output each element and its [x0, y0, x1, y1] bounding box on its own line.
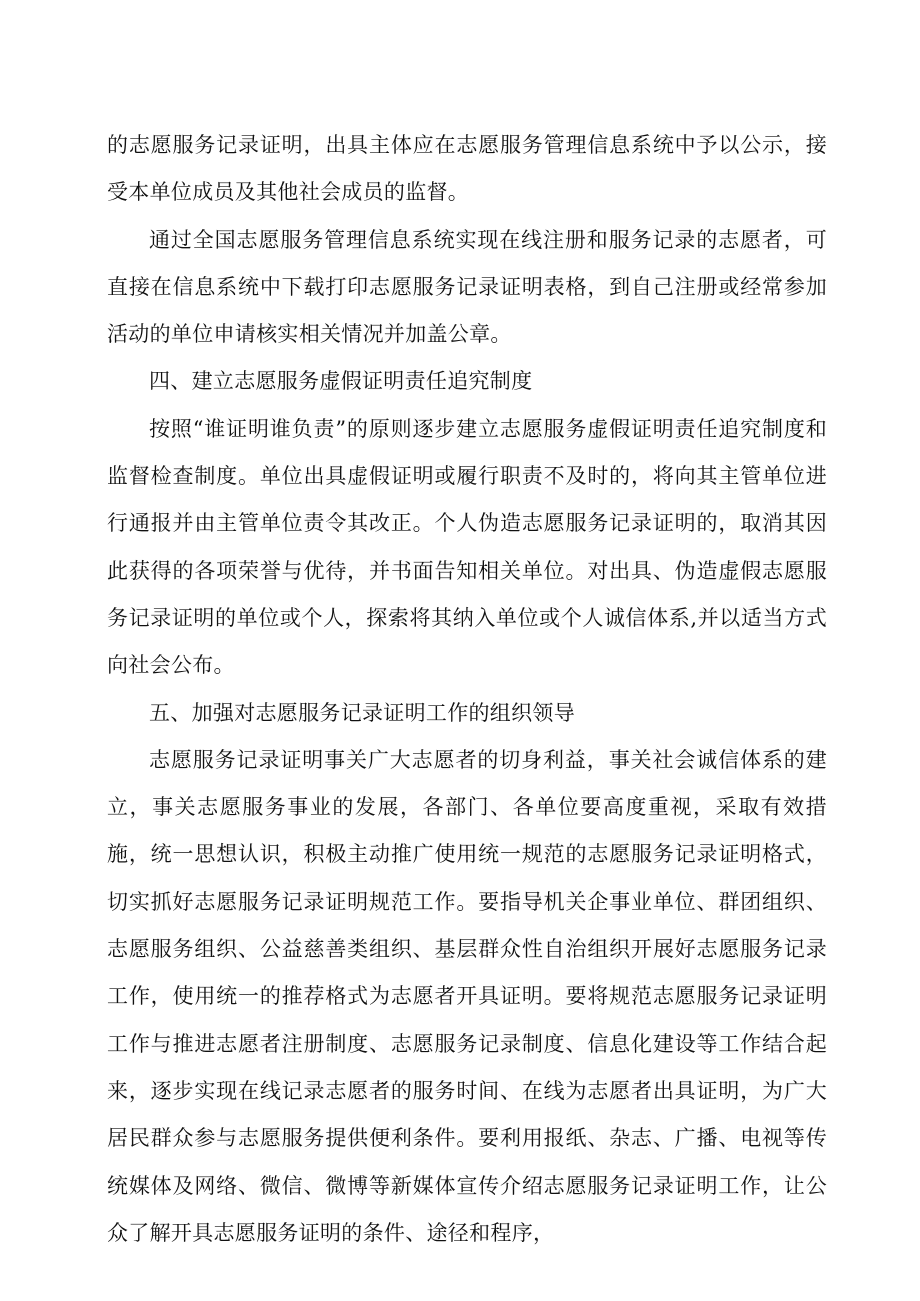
- paragraph-online-registration: 通过全国志愿服务管理信息系统实现在线注册和服务记录的志愿者，可直接在信息系统中下载打印志愿服务记录证明表格，到自己注册或经常参加活动的单位申请核实相关情况并加盖公章。: [107, 227, 827, 347]
- section-heading-four: 四、建立志愿服务虚假证明责任追究制度: [149, 369, 533, 394]
- paragraph-continuation: 的志愿服务记录证明，出具主体应在志愿服务管理信息系统中予以公示，接受本单位成员及其他社会成员的监督。: [107, 133, 827, 205]
- section-heading-five: 五、加强对志愿服务记录证明工作的组织领导: [149, 700, 575, 725]
- document-body: [107, 122, 827, 1257]
- paragraph-organization-leadership: 志愿服务记录证明事关广大志愿者的切身利益，事关社会诚信体系的建立，事关志愿服务事业的发展，各部门、各单位要高度重视，采取有效措施，统一思想认识，积极主动推广使用统一规范的志愿服务记录证明格式，切实抓好志愿服务记录证明规范工作。要指导机关企事业单位、群团组织、志愿服务组织、公益慈善类组织、基层群众性自治组织开展好志愿服务记录工作，使用统一的推荐格式为志愿者开具证明。要将规范志愿服务记录证明工作与推进志愿者注册制度、志愿服务记录制度、信息化建设等工作结合起来，逐步实现在线记录志愿者的服务时间、在线为志愿者出具证明，为广大居民群众参与志愿服务提供便利条件。要利用报纸、杂志、广播、电视等传统媒体及网络、微信、微博等新媒体宣传介绍志愿服务记录证明工作，让公众了解开具志愿服务证明的条件、途径和程序，: [107, 747, 827, 1245]
- paragraph-accountability: 按照“谁证明谁负责”的原则逐步建立志愿服务虚假证明责任追究制度和监督检查制度。单位出具虚假证明或履行职责不及时的，将向其主管单位进行通报并由主管单位责令其改正。个人伪造志愿服务记录证明的，取消其因此获得的各项荣誉与优待，并书面告知相关单位。对出具、伪造虚假志愿服务记录证明的单位或个人，探索将其纳入单位或个人诚信体系,并以适当方式向社会公布。: [107, 416, 827, 678]
